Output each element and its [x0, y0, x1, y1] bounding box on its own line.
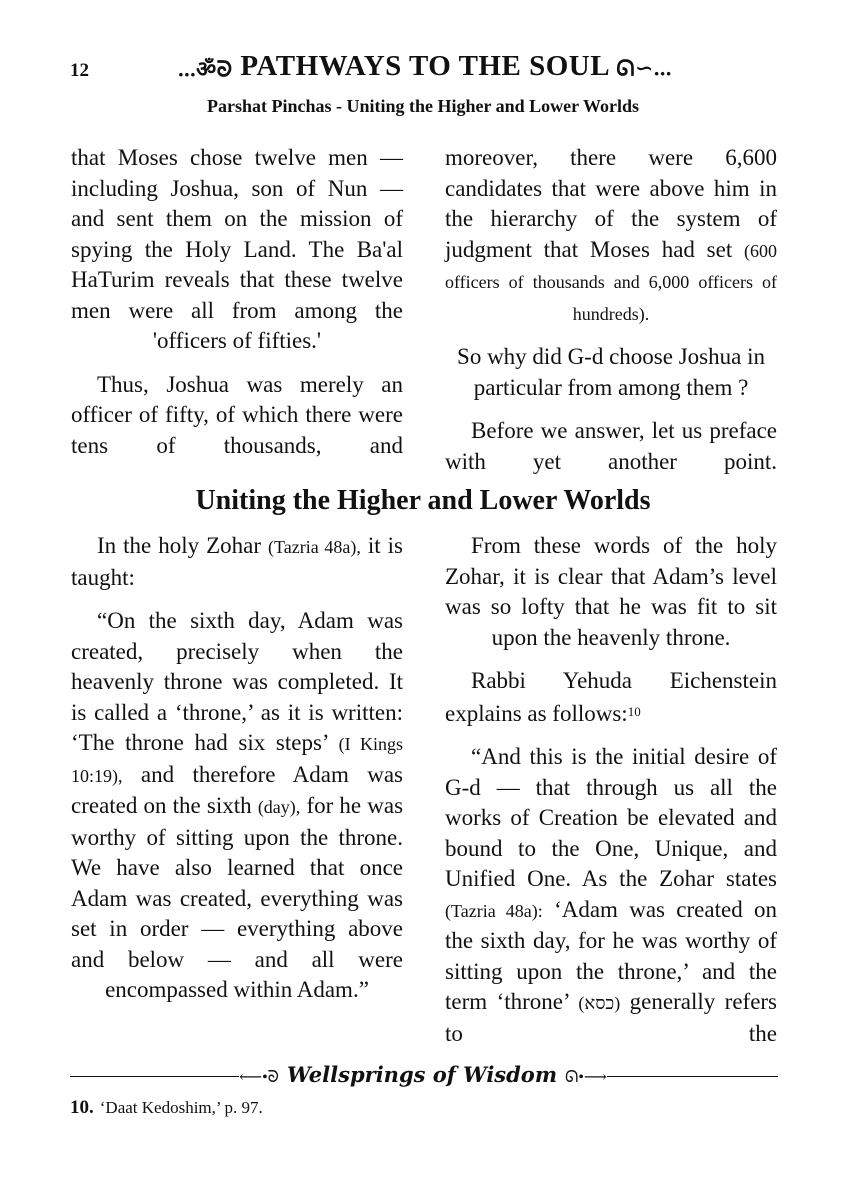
right-ornament: ᘏ∽... [616, 55, 672, 81]
bottom-right-column [445, 531, 777, 1062]
paragraph-text: moreover, there were 6,600 candidates that were above him in the hierarchy of the system of judgment that Moses had set [445, 145, 777, 262]
footnote-text: ‘Daat Kedoshim,’ p. 97. [99, 1098, 263, 1117]
footer-brand [0, 1062, 846, 1087]
left-swirl-icon: ⟵•ᘐ [239, 1069, 279, 1086]
hebrew-term: (כסא) [578, 993, 621, 1013]
paragraph: So why did G-d choose Joshua in particular from among them ? [457, 344, 765, 400]
paragraph-text: Rabbi Yehuda Eichenstein explains as follows: [445, 668, 777, 726]
top-left-column [71, 143, 403, 474]
footer-brand-text: Wellsprings of Wisdom [279, 1062, 565, 1087]
paragraph: Thus, Joshua was merely an officer of fifty, of which there were tens of thousands, and [71, 371, 403, 458]
paragraph-text: and therefore Adam was created on the sixth [71, 761, 403, 818]
source-reference: (Tazria 48a), [268, 537, 361, 557]
right-swirl-icon: ᘏ•⟶ [565, 1069, 607, 1086]
paragraph [71, 531, 403, 593]
section-heading: Uniting the Higher and Lower Worlds [195, 485, 651, 516]
footnote-number: 10. [70, 1097, 94, 1118]
paragraph-text: for he was worthy of sitting upon the throne. We have also learned that once Adam was created, everything was set in order — everything above and below — and all were encompassed within Adam.” [71, 793, 404, 1002]
paragraph: From these words of the holy Zohar, it is clear that Adam’s level was so lofty that he was fit to sit upon the heavenly throne. [445, 533, 777, 650]
source-reference: (I Kings 10:19), [71, 734, 403, 786]
book-title: PATHWAYS TO THE SOUL [240, 50, 609, 82]
paragraph-text: “On the sixth day, Adam was created, precisely when the heavenly throne was completed. It is called a ‘throne,’ as it is written: ‘The throne had six steps’ [71, 608, 403, 755]
chapter-subtitle: Parshat Pinchas - Uniting the Higher and Lower Worlds [206, 96, 640, 116]
quote-paragraph [71, 606, 403, 1006]
source-reference: (day), [257, 797, 301, 817]
paragraph: Before we answer, let us preface with yet another point. [445, 418, 777, 474]
paragraph-text: “And this is the initial desire of G-d — that through us all the works of Creation be elevated and bound to the One, Unique, and Unified One. As the Zohar states [445, 744, 777, 891]
parenthetical-note: (600 officers of thousands and 6,000 officers of hundreds). [445, 240, 778, 324]
paragraph-text: it is taught: [71, 533, 404, 590]
footnote-marker: 10 [627, 703, 641, 719]
running-header [130, 50, 720, 83]
bottom-left-column [71, 531, 403, 1019]
top-right-column [445, 143, 777, 490]
paragraph-text: ‘Adam was created on the sixth day, for he was worthy of sitting upon the throne,’ and the term ‘throne’ [445, 896, 778, 1014]
source-reference: (Tazria 48a): [445, 900, 543, 921]
paragraph [445, 143, 777, 329]
paragraph: that Moses chose twelve men — including Joshua, son of Nun — and sent them on the mission of spying the Holy Land. The Ba'al HaTurim reveals that these twelve men were all from among the 'officers of fifties.' [71, 145, 403, 353]
paragraph-text: In the holy Zohar [97, 533, 262, 558]
paragraph [445, 666, 777, 729]
page-number: 12 [70, 60, 89, 81]
footnote [70, 1097, 263, 1119]
paragraph-text: generally refers to the [445, 989, 778, 1046]
quote-paragraph [445, 742, 777, 1049]
left-ornament: ...ॐᘐ [178, 56, 233, 82]
